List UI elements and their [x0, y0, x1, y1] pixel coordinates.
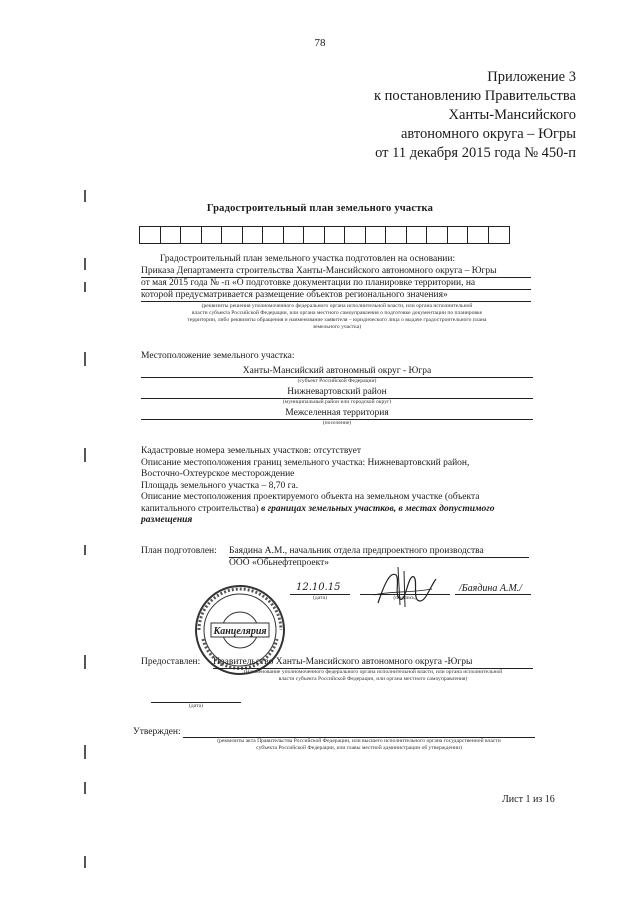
grid-cell — [325, 227, 346, 243]
caption-line: (Наименование уполномоченного федерального органа исполнительной власти, или органа исполнительной — [243, 669, 503, 675]
basis-intro: Градостроительный план земельного участка подготовлен на основании: — [160, 254, 456, 264]
appendix-line: автономного округа – Югры — [400, 126, 576, 142]
details-block — [141, 446, 541, 527]
scan-mark — [84, 190, 86, 202]
appendix-line: Ханты-Мансийского — [448, 107, 576, 123]
borders-text: Восточно-Охтеурское месторождение — [141, 469, 295, 479]
approved-label: Утвержден: — [133, 727, 181, 737]
grid-cell — [448, 227, 469, 243]
object-text-italic: размещения — [141, 515, 193, 525]
basis-line: Приказа Департамента строительства Ханты-Мансийского автономного округа – Югры — [141, 266, 497, 276]
grid-cell — [345, 227, 366, 243]
grid-cell — [181, 227, 202, 243]
scan-mark — [84, 282, 86, 292]
grid-cell — [468, 227, 489, 243]
grid-cell — [263, 227, 284, 243]
caption-line: территории, либо реквизиты обращения и наименование заявителя – юридического лица о выдаче градостроительного плана — [187, 317, 487, 323]
appendix-line: от 11 декабря 2015 года № 450-п — [375, 145, 576, 161]
underline — [141, 301, 531, 302]
provided-value: Правительство Ханты-Мансийского автономного округа -Югры — [213, 657, 473, 667]
caption-line: власти субъекта Российской Федерации, или органа местного самоуправления о подготовке документации по планировке — [191, 310, 483, 316]
prepared-label: План подготовлен: — [141, 546, 217, 556]
location-subject: Ханты-Мансийский автономный округ - Югра — [242, 366, 432, 376]
approved-caption — [183, 738, 535, 752]
caption-line: земельного участка) — [312, 324, 362, 330]
basis-line: от мая 2015 года № -п «О подготовке документации по планировке территории, на — [141, 278, 476, 288]
grid-cell — [489, 227, 510, 243]
grid-cell — [243, 227, 264, 243]
area-text: Площадь земельного участка – 8,70 га. — [141, 480, 299, 491]
object-text-line — [141, 504, 541, 516]
scan-mark — [84, 782, 86, 794]
grid-cell — [161, 227, 182, 243]
stamp-text: Канцелярия — [213, 626, 267, 637]
appendix-line: к постановлению Правительства — [374, 88, 576, 104]
object-text: Описание местоположения проектируемого объекта на земельном участке (объекта — [141, 492, 480, 502]
location-label: Местоположение земельного участка: — [141, 351, 295, 361]
scan-mark — [84, 856, 86, 868]
grid-cell — [222, 227, 243, 243]
signature-name: /Баядина А.М./ — [459, 583, 523, 594]
location-district-caption: (муниципальный район или городской округ) — [282, 399, 392, 405]
caption-line: (реквизиты решения уполномоченного федерального органа исполнительной власти, или органа исполнительной — [201, 303, 473, 309]
grid-cell — [284, 227, 305, 243]
grid-cell — [202, 227, 223, 243]
scan-mark — [84, 655, 86, 669]
signature-name-line — [455, 594, 531, 595]
grid-cell — [427, 227, 448, 243]
provided-label: Предоставлен: — [141, 657, 201, 667]
handwritten-date: 12.10.15 — [296, 582, 341, 593]
grid-cell — [304, 227, 325, 243]
location-district: Нижневартовский район — [287, 387, 387, 397]
object-text-italic: в границах земельных участков, в местах допустимого — [260, 503, 495, 514]
prepared-name: Баядина А.М., начальник отдела предпроектного производства — [229, 546, 484, 556]
basis-line: которой предусматривается размещение объектов регионального значения» — [141, 290, 448, 300]
caption-line: (реквизиты акта Правительства Российской Федерации, или высшего исполнительного органа государственной власти — [217, 738, 501, 744]
grid-cell — [366, 227, 387, 243]
location-subject-caption: (субъект Российской Федерации) — [297, 378, 377, 384]
scan-mark — [84, 352, 86, 366]
caption-line: субъекта Российской Федерации, или главы местной администрации об утверждении) — [256, 745, 462, 751]
grid-cell — [140, 227, 161, 243]
prepared-company: ООО «Обьнефтепроект» — [229, 558, 329, 568]
date-caption: (дата) — [313, 595, 327, 601]
document-title: Градостроительный план земельного участка — [206, 203, 434, 214]
appendix-header — [374, 68, 576, 163]
cadastral-number-grid — [139, 226, 510, 244]
provided-caption — [213, 669, 533, 683]
scan-mark — [84, 448, 86, 462]
grid-cell — [386, 227, 407, 243]
location-settlement-caption: (поселение) — [322, 420, 352, 426]
page-number: 78 — [314, 37, 326, 49]
caption-line: власти субъекта Российской Федерации, или органа местного самоуправления) — [278, 676, 468, 682]
object-text-plain: капитального строительства) — [141, 503, 261, 514]
scan-mark — [84, 545, 86, 555]
sheet-number: Лист 1 из 16 — [502, 794, 555, 805]
scan-mark — [84, 258, 86, 270]
sign-caption: (подпись) — [393, 595, 417, 601]
appendix-line: Приложение 3 — [487, 69, 576, 85]
borders-text: Описание местоположения границ земельного участка: Нижневартовский район, — [141, 457, 470, 468]
grid-cell — [407, 227, 428, 243]
basis-caption — [141, 303, 533, 331]
provided-date-caption: (дата) — [189, 703, 203, 709]
scan-mark — [84, 745, 86, 759]
handwritten-signature — [370, 565, 440, 610]
location-settlement: Межселенная территория — [285, 408, 389, 418]
cadastral-text: Кадастровые номера земельных участков: отсутствует — [141, 446, 362, 456]
